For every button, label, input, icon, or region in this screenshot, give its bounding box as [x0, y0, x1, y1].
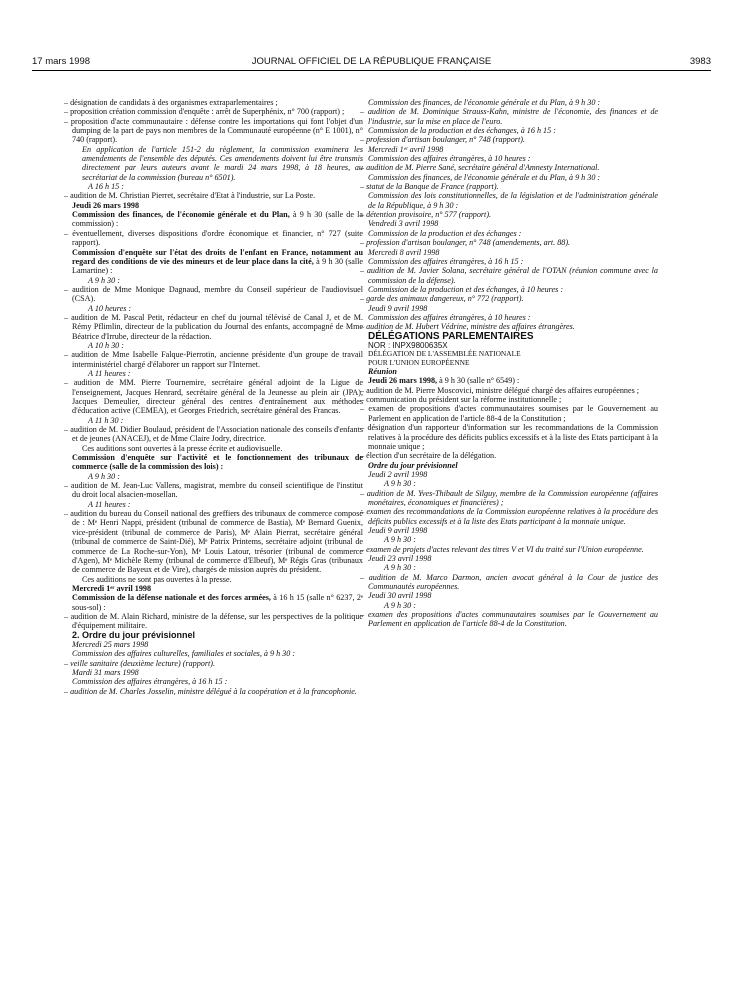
agenda-item: – examen des propositions d'actes communautaires soumises par le Gouvernement au Parlement en application de l'article 88-4 de la Constitution.: [368, 610, 658, 629]
agenda-item: – audition de M. Charles Josselin, ministre délégué à la coopération et à la francophonie.: [72, 687, 363, 696]
time-label: A 11 heures :: [88, 368, 131, 378]
agenda-item: – audition de M. Alain Richard, ministre de la défense, sur les perspectives de la politique d'équipement militaire.: [72, 612, 363, 631]
agenda-item: – élection d'un secrétaire de la délégation.: [368, 451, 658, 460]
agenda-item: – audition de M. Marco Darmon, ancien avocat général à la Cour de justice des Communautés européennes.: [368, 573, 658, 592]
date-heading: Jeudi 2 avril 1998: [368, 469, 428, 479]
date-heading: Jeudi 30 avril 1998: [368, 591, 432, 601]
time-label: A 9 h 30 :: [384, 563, 416, 573]
journal-title: JOURNAL OFFICIEL DE LA RÉPUBLIQUE FRANÇAISE: [251, 56, 492, 67]
page-header: [32, 56, 711, 70]
committee-heading: Commission de la production et des échanges, à 16 h 15 :: [368, 126, 556, 136]
amendment-note: En application de l'article 151-2 du règlement, la commission examinera les amendements de l'ensemble des députés. Ces amendements doivent lui être transmis directement par leurs auteurs avant le mardi 24 mars 1998, à 18 heures, au secrétariat de la commission (bureau n° 6501).: [82, 144, 363, 182]
agenda-item: – audition de M. Pierre Sané, secrétaire général d'Amnesty International.: [368, 163, 658, 172]
committee-heading: Commission de la défense nationale et des forces armées, à 16 h 15 (salle n° 6237, 2ᵉ sous-sol) :: [72, 593, 363, 612]
committee-heading: Commission des affaires étrangères, à 16 h 15 :: [72, 677, 228, 687]
committee-heading: Commission des finances, de l'économie générale et du Plan, à 9 h 30 :: [368, 98, 601, 107]
date-heading: Mercredi 8 avril 1998: [368, 247, 440, 257]
time-label: A 16 h 15 :: [88, 182, 124, 192]
left-column: [72, 98, 363, 696]
time-label: A 9 h 30 :: [88, 275, 120, 285]
nor-reference: NOR : INPX9800635X: [368, 340, 448, 350]
committee-heading: Commission des affaires culturelles, familiales et sociales, à 9 h 30 :: [72, 649, 296, 659]
provisional-agenda-heading: Ordre du jour prévisionnel: [368, 460, 458, 470]
agenda-item: – audition de M. Yves-Thibault de Silguy, membre de la Commission européenne (affaires monétaires, économiques et financières) ;: [368, 489, 658, 508]
agenda-item: – audition de M. Javier Solana, secrétaire général de l'OTAN (réunion commune avec la commission de la défense).: [368, 266, 658, 285]
agenda-item: – audition de Mme Monique Dagnaud, membre du Conseil supérieur de l'audiovisuel (CSA).: [72, 285, 363, 304]
agenda-item: – audition de M. Christian Pierret, secrétaire d'Etat à l'industrie, sur La Poste.: [72, 191, 363, 200]
committee-heading: Commission des affaires étrangères, à 10 heures :: [368, 312, 531, 322]
agenda-item: – audition de M. Pascal Petit, rédacteur en chef du journal télévisé de Canal J, et de M. Rémy Pflimlin, directeur de la publication du Journal des enfants, accompagné de Mme Béatrice d'Irrube, directeur de la rédaction.: [72, 313, 363, 341]
committee-heading: Commission des affaires étrangères, à 16 h 15 :: [368, 256, 524, 266]
date-heading: Jeudi 23 avril 1998: [368, 553, 432, 563]
delegation-name-line2: POUR L'UNION EUROPÉENNE: [368, 357, 470, 367]
date-heading: Mercredi 1ᵉʳ avril 1998: [368, 144, 444, 154]
time-label: A 9 h 30 :: [384, 600, 416, 610]
agenda-item: – proposition d'acte communautaire : défense contre les importations qui font l'objet d'un dumping de la part de pays non membres de la Communauté européenne (n° E 1001), n° 740 (rapport).: [72, 117, 363, 145]
committee-heading: Commission d'enquête sur l'état des droits de l'enfant en France, notamment au regard des conditions de vie des mineurs et de leur place dans la cité, à 9 h 30 (salle Lamartine) :: [72, 247, 364, 276]
section-heading: 2. Ordre du jour prévisionnel: [72, 629, 196, 640]
agenda-item: – éventuellement, diverses dispositions d'ordre économique et financier, n° 727 (suite rapport).: [72, 229, 363, 248]
agenda-item: – examen de propositions d'actes communautaires soumises par le Gouvernement au Parlement en application de l'article 88-4 de la Constitution ;: [368, 404, 658, 423]
committee-heading: Commission des finances, de l'économie générale et du Plan, à 9 h 30 (salle de la commission) :: [72, 210, 364, 229]
agenda-item: – profession d'artisan boulanger, n° 748 (rapport).: [368, 135, 658, 144]
press-note: Ces auditions ne sont pas ouvertes à la presse.: [82, 574, 232, 584]
agenda-item: – profession d'artisan boulanger, n° 748 (amendements, art. 88).: [368, 238, 658, 247]
header-date: 17 mars 1998: [32, 56, 91, 67]
time-label: A 9 h 30 :: [384, 479, 416, 489]
date-heading: Jeudi 26 mars 1998: [72, 200, 140, 210]
agenda-item: – audition de M. Dominique Strauss-Kahn, ministre de l'économie, des finances et de l'industrie, sur la mise en place de l'euro.: [368, 107, 658, 126]
committee-heading: Commission de la production et des échanges :: [368, 228, 522, 238]
delegation-name-line1: DÉLÉGATION DE L'ASSEMBLÉE NATIONALE: [368, 349, 521, 359]
date-heading: Vendredi 3 avril 1998: [368, 219, 439, 229]
time-label: A 11 h 30 :: [88, 415, 124, 425]
press-note: Ces auditions sont ouvertes à la presse écrite et audiovisuelle.: [82, 443, 283, 453]
date-heading: Mercredi 1ᵉʳ avril 1998: [72, 583, 152, 593]
date-heading: Mardi 31 mars 1998: [72, 667, 139, 677]
page-number: 3983: [689, 56, 711, 67]
committee-heading: Commission des affaires étrangères, à 10 heures :: [368, 154, 531, 164]
time-label: A 11 heures :: [88, 499, 131, 509]
time-label: A 10 h 30 :: [88, 340, 124, 350]
time-label: A 9 h 30 :: [88, 471, 120, 481]
time-label: A 9 h 30 :: [384, 535, 416, 545]
agenda-item: – audition de MM. Pierre Tournemire, secrétaire général adjoint de la Ligue de l'enseignement, Jacques Henrard, secrétaire général de la Jeunesse au plein air (JPA), Jacques Demeulier, directeur général des centres d'entraînement aux méthodes d'éducation active (CEMEA), et Georges Friedrich, secrétaire général des Francas.: [72, 378, 363, 415]
agenda-item: – communication du président sur la réforme institutionnelle ;: [368, 395, 658, 404]
agenda-item: – désignation de candidats à des organismes extraparlementaires ;: [72, 98, 363, 107]
agenda-item: – audition de M. Didier Boulaud, président de l'Association nationale des conseils d'enfants et de jeunes (ANACEJ), et de Mme Claire Jodry, directrice.: [72, 425, 363, 444]
agenda-item: – audition de Mme Isabelle Falque-Pierrotin, ancienne présidente d'un groupe de travail interministériel chargé d'élaborer un rapport sur l'Internet.: [72, 350, 363, 369]
time-label: A 10 heures :: [88, 303, 132, 313]
agenda-item: – audition de M. Jean-Luc Vallens, magistrat, membre du conseil scientifique de l'institut du droit local alsacien-mosellan.: [72, 481, 363, 500]
committee-heading: Commission des lois constitutionnelles, de la législation et de l'administration générale de la République, à 9 h 30 :: [368, 191, 658, 210]
agenda-item: – statut de la Banque de France (rapport).: [368, 182, 658, 191]
committee-heading: Commission d'enquête sur l'activité et le fonctionnement des tribunaux de commerce (salle de la commission des lois) :: [72, 453, 363, 472]
right-column: [368, 98, 658, 629]
committee-heading: Commission de la production et des échanges, à 10 heures :: [368, 284, 564, 294]
delegations-title: DÉLÉGATIONS PARLEMENTAIRES: [368, 330, 534, 342]
agenda-item: – veille sanitaire (deuxième lecture) (rapport).: [72, 659, 363, 668]
agenda-item: – détention provisoire, n° 577 (rapport).: [368, 210, 658, 219]
agenda-item: – audition de M. Pierre Moscovici, ministre délégué chargé des affaires européennes ;: [368, 386, 658, 395]
agenda-item: – désignation d'un rapporteur d'information sur les recommandations de la Commission relatives à la procédure des déficits publics excessifs et à la liste des Etats participant à la monnaie unique ;: [368, 423, 658, 451]
meeting-heading: Réunion: [368, 367, 397, 377]
header-rule: [32, 70, 711, 71]
date-heading: Mercredi 25 mars 1998: [72, 639, 149, 649]
date-heading: Jeudi 9 avril 1998: [368, 525, 428, 535]
committee-heading: Commission des finances, de l'économie générale et du Plan, à 9 h 30 :: [368, 172, 601, 182]
agenda-item: – proposition création commission d'enquête : arrêt de Superphénix, n° 700 (rapport) ;: [72, 107, 363, 116]
date-heading: Jeudi 9 avril 1998: [368, 303, 428, 313]
agenda-item: – examen de projets d'actes relevant des titres V et VI du traité sur l'Union européenne.: [368, 545, 658, 554]
agenda-item: – garde des animaux dangereux, n° 772 (rapport).: [368, 294, 658, 303]
agenda-item: – audition du bureau du Conseil national des greffiers des tribunaux de commerce composé de : Mᵉ Henri Nappi, président (tribunal de commerce de Bastia), Mᵉ Bernard Guenix, vice-président (tribunal de commerce de Paris), Mᵉ Alain Pierrat, secrétaire général (tribunal de commerce de Saint-Dié), Mᵉ Patrix Printems, secrétaire adjoint (tribunal de commerce de La Roche-sur-Yon), Mᵉ Louis Latour, trésorier (tribunal de commerce d'Agen), Mᵉ Michèle Remy (tribunal de commerce d'Elbeuf), Mᵉ Régis Gras (tribunaux de commerce de Bayeux et de Vire), chargés de mission auprès du président.: [72, 509, 363, 574]
meeting-date: Jeudi 26 mars 1998, à 9 h 30 (salle n° 6549) :: [368, 376, 520, 386]
agenda-item: – examen des recommandations de la Commission européenne relatives à la procédure des déficits publics excessifs et à la liste des Etats participant à la monnaie unique.: [368, 507, 658, 526]
agenda-item: – audition de M. Hubert Védrine, ministre des affaires étrangères.: [368, 322, 658, 331]
